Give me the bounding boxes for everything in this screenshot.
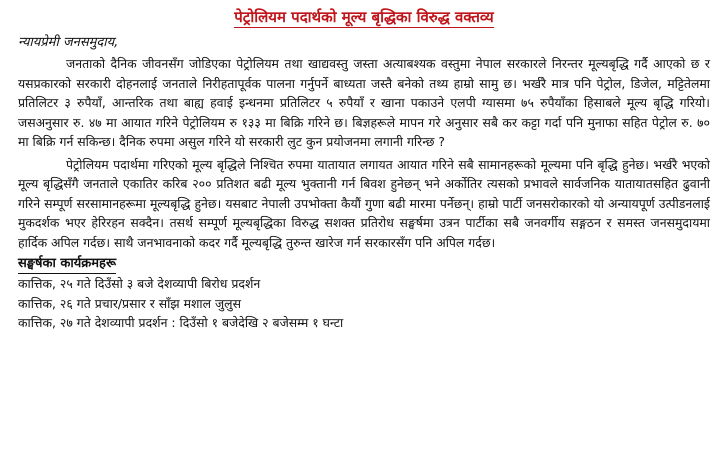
program-item: कात्तिक, २६ गते प्रचार/प्रसार र साँझ मशाल जुलुस — [18, 295, 241, 311]
paragraph-2: पेट्रोलियम पदार्थमा गरिएको मूल्य बृद्धिले निश्चित रुपमा यातायात लगायत आयात गरिने सबै सामानहरूको मूल्यमा पनि बृद्धि हुनेछ। भर्खरै भएको मूल्य बृद्धिसँगै जनताले एकातिर करिब २०० प्रतिशत बढी मूल्य भुक्तानी गर्न बिवश हुनेछन् भने अर्कोतिर त्यसको प्रभावले सार्वजनिक यातायातसहित ढुवानी गरिने सम्पूर्ण सरसामानहरूमा मूल्यबृद्धि हुनेछ। यसबाट नेपाली उपभोक्ता कैयौं गुणा बढी मारमा पर्नेछन्। हाम्रो पार्टी जनसरोकारको यो अन्यायपूर्ण उत्पीडनलाई मुकदर्शक भएर हेरिरहन सक्दैन। तसर्थ सम्पूर्ण मूल्यबृद्धिका विरुद्ध सशक्त प्रतिरोध सङ्घर्षमा उत्रन पार्टीका सबै जनवर्गीय सङ्गठन र समस्त जनसमुदायमा हार्दिक अपिल गर्दछ। साथै जनभावनाको कदर गर्दै मूल्यबृद्धि तुरुन्त खारेज गर्न सरकारसँग पनि अपिल गर्दछ। — [18, 156, 710, 250]
program-item: कात्तिक, २५ गते दिउँसो ३ बजे देशव्यापी बिरोध प्रदर्शन — [18, 276, 261, 291]
statement-title — [18, 8, 710, 26]
paragraph-1: जनताको दैनिक जीवनसँग जोडिएका पेट्रोलियम तथा खाद्यवस्तु जस्ता अत्याबश्यक वस्तुमा नेपाल सरकारले निरन्तर मूल्यबृद्धि गर्दै आएको छ र यसप्रकारको सरकारी दोहनलाई जनताले निरीहतापूर्वक पालना गर्नुपर्ने बाध्यता जस्तै बनेको तथ्य हाम्रो सामु छ। भर्खरै मात्र पनि पेट्रोल, डिजेल, मट्टितेलमा प्रतिलिटर ३ रुपैयाँ, आन्तरिक तथा बाह्य हवाई इन्धनमा प्रतिलिटर ५ रुपैयाँ र खाना पकाउने एलपी ग्यासमा ७५ रुपैयाँका हिसाबले मूल्य बृद्धि गरियो। जसअनुसार रु. ४७ मा आयात गरिने पेट्रोलियम रु १३३ मा बिक्रि गरिने छ। बिज्ञहरूले मापन गरे अनुसार सबै कर कट्टा गर्दा पनि मुनाफा सहित पेट्रोल रु. ७० मा बिक्रि गर्न सकिन्छ। दैनिक रुपमा असुल गरिने यो सरकारी लुट कुन प्रयोजनमा लगानी गरिन्छ ? — [18, 56, 710, 149]
statement-title-text: पेट्रोलियम पदार्थको मूल्य बृद्धिका विरुद्ध वक्तव्य — [234, 8, 494, 26]
salutation: न्यायप्रेमी जनसमुदाय, — [18, 35, 119, 50]
programs-heading: सङ्घर्षका कार्यक्रमहरू — [18, 254, 116, 274]
program-item: कात्तिक, २७ गते देशव्यापी प्रदर्शन : दिउँसो १ बजेदेखि २ बजेसम्म १ घन्टा — [18, 315, 344, 330]
programs-list — [18, 274, 710, 333]
